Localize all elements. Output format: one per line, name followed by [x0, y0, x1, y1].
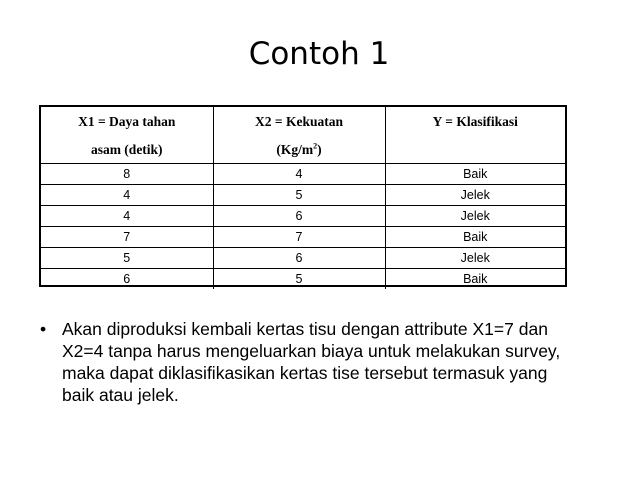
cell-x1: 4 — [41, 185, 213, 206]
header-x2-unit — [213, 137, 385, 164]
cell-x2: 6 — [213, 248, 385, 269]
cell-x2: 5 — [213, 269, 385, 290]
table-row — [41, 248, 565, 269]
table-row — [41, 269, 565, 290]
cell-y: Jelek — [385, 248, 565, 269]
cell-y: Baik — [385, 227, 565, 248]
cell-y: Jelek — [385, 185, 565, 206]
table-row — [41, 206, 565, 227]
table-row — [41, 164, 565, 185]
table-header-row-2 — [41, 137, 565, 164]
header-x1-unit: asam (detik) — [41, 137, 213, 164]
table-row — [41, 185, 565, 206]
cell-x1: 6 — [41, 269, 213, 290]
header-x2-unit-text: (Kg/m — [276, 142, 314, 157]
cell-x2: 7 — [213, 227, 385, 248]
header-y: Y = Klasifikasi — [385, 107, 565, 137]
cell-y: Baik — [385, 164, 565, 185]
table-row — [41, 227, 565, 248]
header-x1: X1 = Daya tahan — [78, 114, 176, 129]
header-x2-unit-close: ) — [317, 142, 322, 157]
slide-title: Contoh 1 — [248, 36, 390, 72]
cell-x1: 5 — [41, 248, 213, 269]
data-table — [41, 107, 565, 289]
cell-x2: 5 — [213, 185, 385, 206]
cell-x1: 7 — [41, 227, 213, 248]
cell-x2: 4 — [213, 164, 385, 185]
cell-y: Jelek — [385, 206, 565, 227]
cell-x1: 8 — [123, 167, 131, 181]
header-x2-unit-sup: 2 — [313, 141, 318, 151]
cell-x2: 6 — [213, 206, 385, 227]
table-header-row — [41, 107, 565, 137]
header-y-unit — [385, 137, 565, 164]
bullet-icon: • — [40, 319, 47, 339]
bullet-point — [40, 318, 600, 406]
cell-x1: 4 — [41, 206, 213, 227]
classification-table — [39, 105, 567, 287]
header-x2: X2 = Kekuatan — [213, 107, 385, 137]
bullet-text: Akan diproduksi kembali kertas tisu dengan attribute X1=7 dan X2=4 tanpa harus mengeluarkan biaya untuk melakukan survey, maka dapat diklasifikasikan kertas tise tersebut termasuk yang baik atau jelek. — [62, 319, 561, 405]
cell-y: Baik — [385, 269, 565, 290]
